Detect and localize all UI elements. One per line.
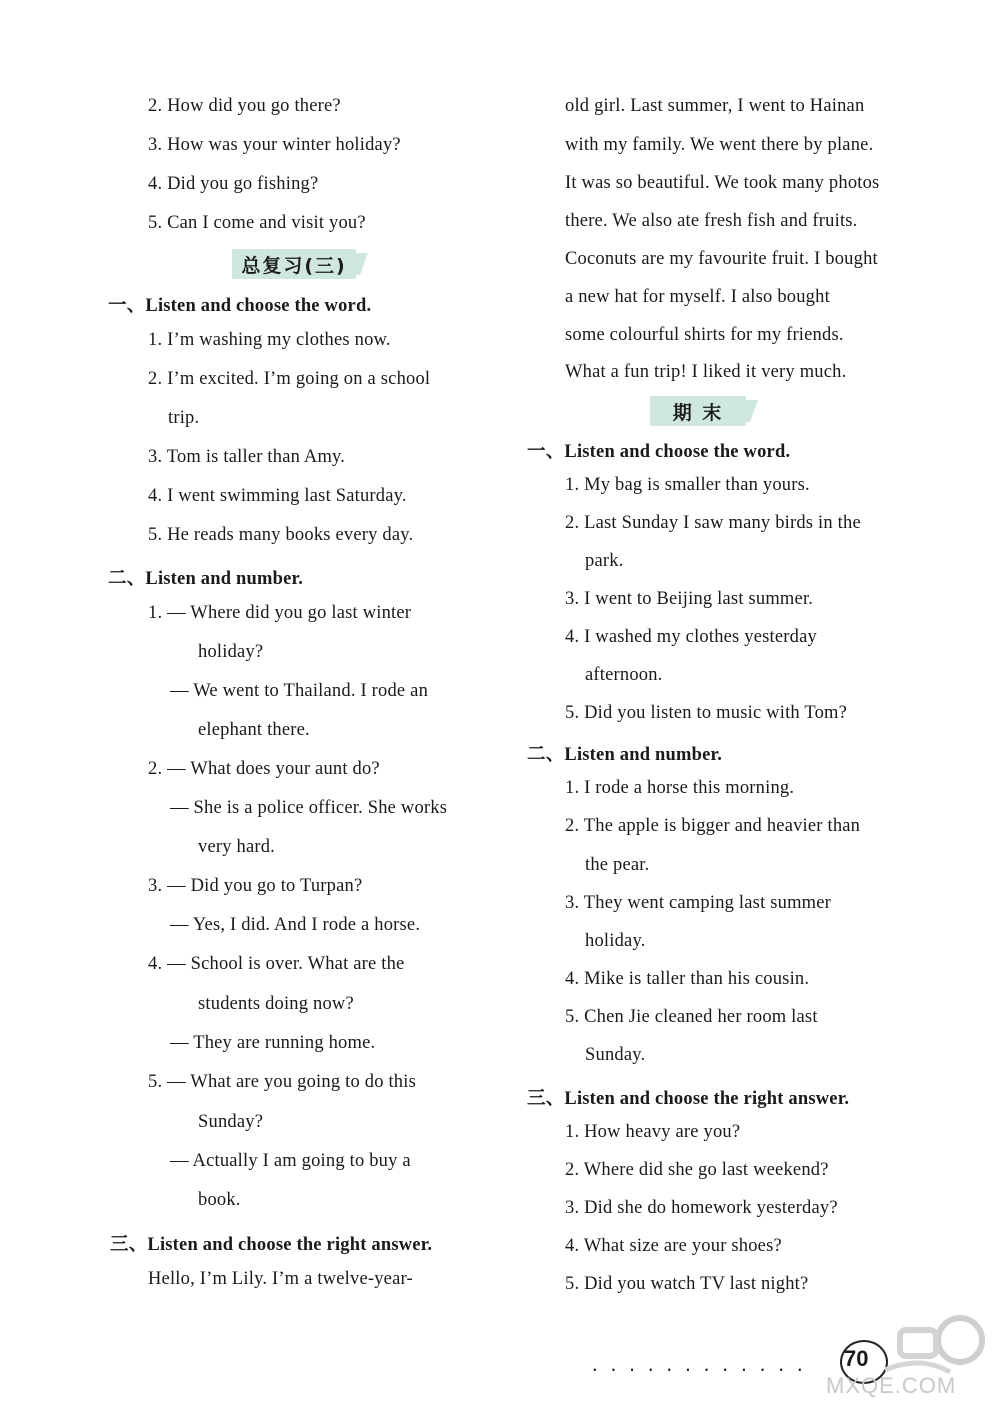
list-item: 1. My bag is smaller than yours. bbox=[565, 475, 810, 495]
list-item: 4. I went swimming last Saturday. bbox=[148, 486, 407, 506]
dialogue-line: 3. — Did you go to Turpan? bbox=[148, 876, 363, 896]
list-item: 4. I washed my clothes yesterday bbox=[565, 627, 817, 647]
left-top-item: 5. Can I come and visit you? bbox=[148, 213, 366, 233]
section-heading: 三、Listen and choose the right answer. bbox=[110, 1235, 433, 1255]
left-top-item: 4. Did you go fishing? bbox=[148, 174, 319, 194]
list-item: 5. Did you watch TV last night? bbox=[565, 1274, 809, 1294]
list-item: 1. I rode a horse this morning. bbox=[565, 778, 795, 798]
passage-line: old girl. Last summer, I went to Hainan bbox=[565, 96, 865, 116]
list-item: Sunday. bbox=[585, 1045, 646, 1065]
list-item: 1. I’m washing my clothes now. bbox=[148, 330, 391, 350]
dialogue-line: — We went to Thailand. I rode an bbox=[170, 681, 429, 701]
footer-dots: ............ bbox=[590, 1356, 814, 1375]
dialogue-line: — Actually I am going to buy a bbox=[170, 1151, 411, 1171]
dialogue-line: students doing now? bbox=[198, 994, 354, 1014]
dialogue-line: very hard. bbox=[198, 837, 275, 857]
list-item: 2. The apple is bigger and heavier than bbox=[565, 816, 861, 836]
passage-line: a new hat for myself. I also bought bbox=[565, 287, 830, 307]
list-item: park. bbox=[585, 551, 624, 571]
page-number: 70 bbox=[844, 1346, 869, 1371]
passage-line: It was so beautiful. We took many photos bbox=[565, 173, 880, 193]
list-item: the pear. bbox=[585, 855, 650, 875]
list-item: 1. How heavy are you? bbox=[565, 1122, 741, 1142]
section-heading: 二、Listen and number. bbox=[527, 745, 723, 765]
section-heading: 三、Listen and choose the right answer. bbox=[527, 1089, 850, 1109]
passage-line: there. We also ate fresh fish and fruits. bbox=[565, 211, 858, 231]
section-heading: 一、Listen and choose the word. bbox=[527, 442, 791, 462]
passage-line: some colourful shirts for my friends. bbox=[565, 325, 844, 345]
left-top-item: 3. How was your winter holiday? bbox=[148, 135, 401, 155]
list-item: 3. I went to Beijing last summer. bbox=[565, 589, 814, 609]
dialogue-line: 4. — School is over. What are the bbox=[148, 954, 405, 974]
passage-line: Coconuts are my favourite fruit. I bought bbox=[565, 249, 878, 269]
list-item: 3. Did she do homework yesterday? bbox=[565, 1198, 838, 1218]
list-item: trip. bbox=[168, 408, 200, 428]
dialogue-line: 2. — What does your aunt do? bbox=[148, 759, 380, 779]
dialogue-line: holiday? bbox=[198, 642, 264, 662]
dialogue-line: 1. — Where did you go last winter bbox=[148, 603, 412, 623]
list-item: 3. They went camping last summer bbox=[565, 893, 832, 913]
dialogue-line: — She is a police officer. She works bbox=[170, 798, 448, 818]
list-item: 4. What size are your shoes? bbox=[565, 1236, 782, 1256]
dialogue-line: Sunday? bbox=[198, 1112, 264, 1132]
section-heading: 一、Listen and choose the word. bbox=[108, 296, 372, 316]
section-badge-review-3: 总复习(三) bbox=[232, 249, 356, 279]
dialogue-line: — They are running home. bbox=[170, 1033, 376, 1053]
list-item: holiday. bbox=[585, 931, 646, 951]
left-top-item: 2. How did you go there? bbox=[148, 96, 341, 116]
list-item: 2. I’m excited. I’m going on a school bbox=[148, 369, 431, 389]
list-item: 4. Mike is taller than his cousin. bbox=[565, 969, 810, 989]
dialogue-line: — Yes, I did. And I rode a horse. bbox=[170, 915, 421, 935]
list-item: 3. Tom is taller than Amy. bbox=[148, 447, 346, 467]
list-item: 2. Where did she go last weekend? bbox=[565, 1160, 829, 1180]
dialogue-line: book. bbox=[198, 1190, 241, 1210]
list-item: afternoon. bbox=[585, 665, 663, 685]
dialogue-line: elephant there. bbox=[198, 720, 310, 740]
passage-line: Hello, I’m Lily. I’m a twelve-year- bbox=[148, 1269, 413, 1289]
section-badge-final: 期 末 bbox=[650, 396, 746, 426]
list-item: 5. Did you listen to music with Tom? bbox=[565, 703, 848, 723]
list-item: 2. Last Sunday I saw many birds in the bbox=[565, 513, 861, 533]
passage-line: with my family. We went there by plane. bbox=[565, 135, 874, 155]
passage-line: What a fun trip! I liked it very much. bbox=[565, 362, 847, 382]
section-heading: 二、Listen and number. bbox=[108, 569, 304, 589]
list-item: 5. Chen Jie cleaned her room last bbox=[565, 1007, 818, 1027]
dialogue-line: 5. — What are you going to do this bbox=[148, 1072, 416, 1092]
list-item: 5. He reads many books every day. bbox=[148, 525, 414, 545]
watermark-text: MXQE.COM bbox=[826, 1373, 957, 1398]
